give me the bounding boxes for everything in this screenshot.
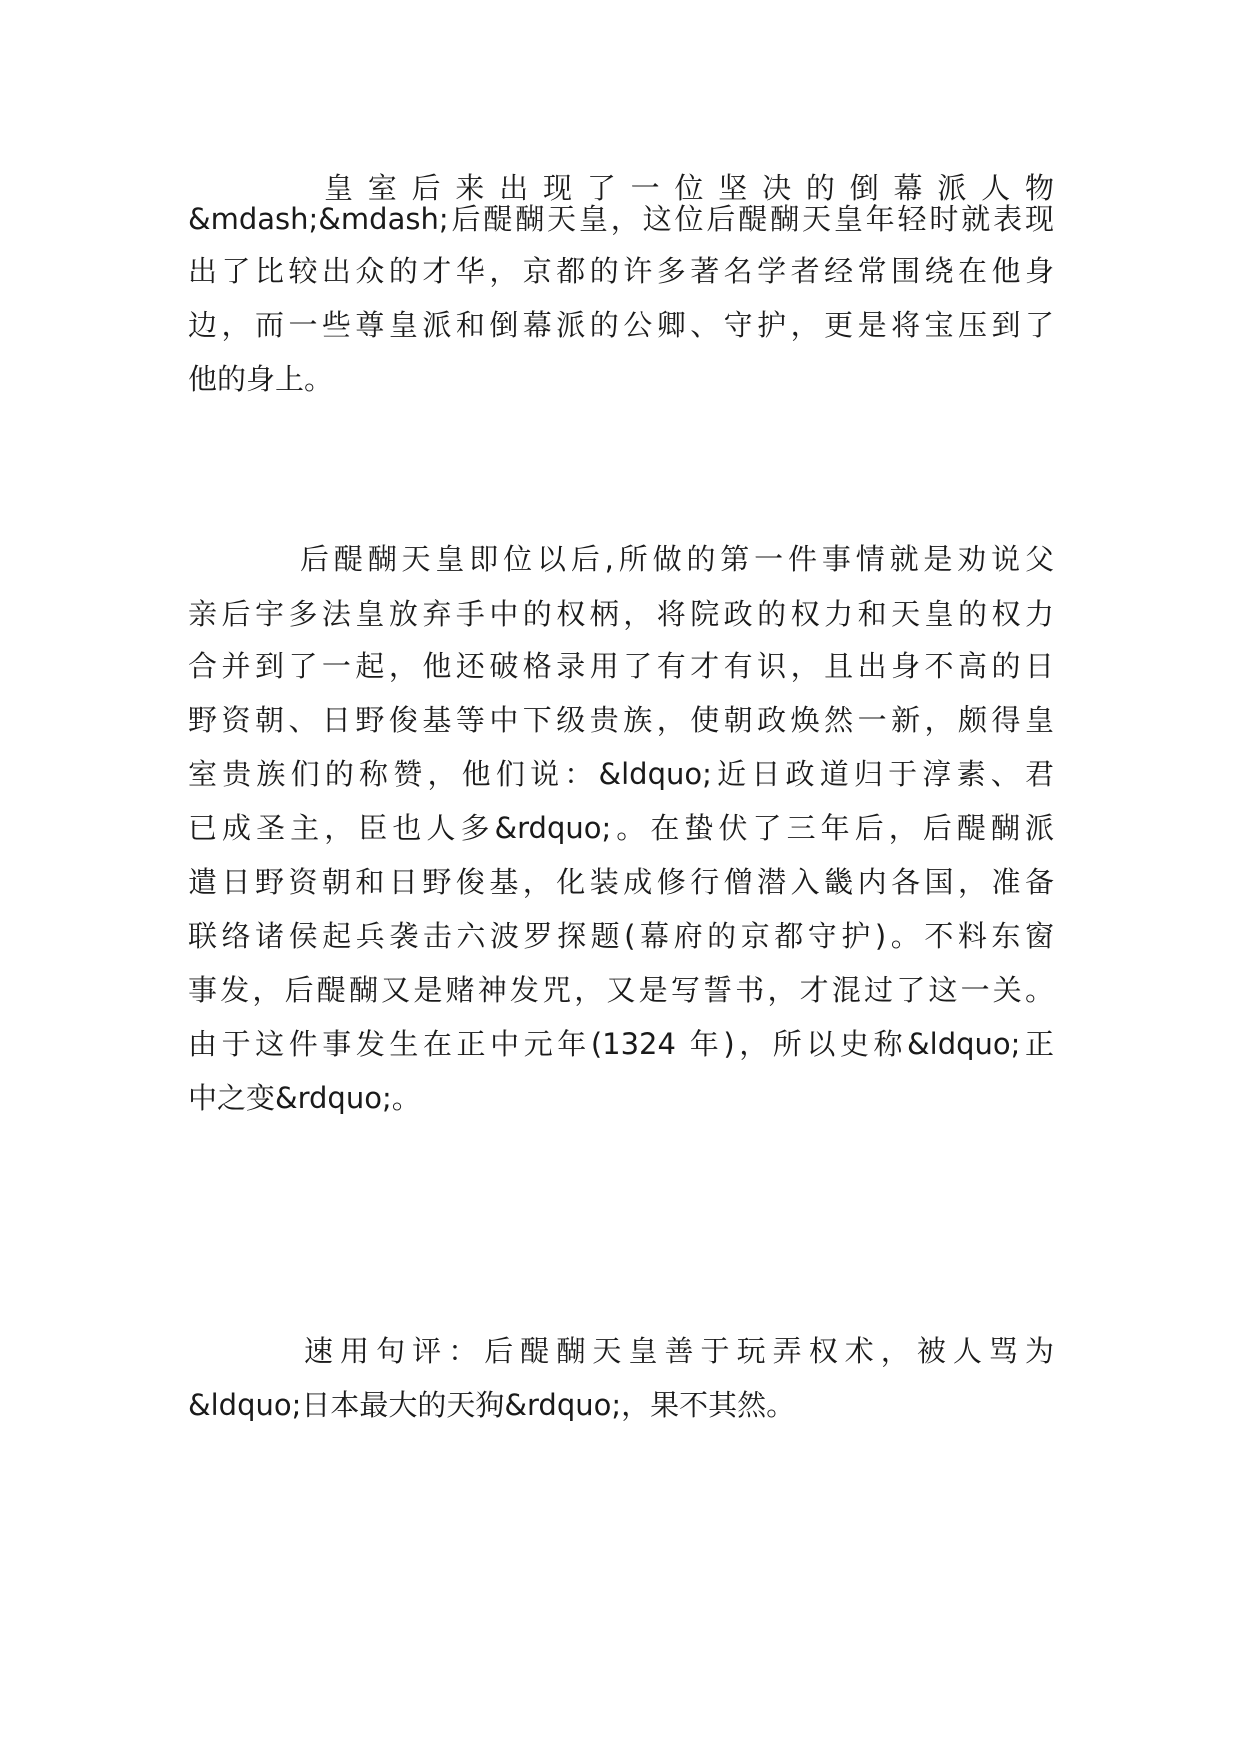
paragraph-line: 联络诸侯起兵袭击六波罗探题(幕府的京都守护)。不料东窗: [188, 919, 1054, 953]
paragraph-line: 出了比较出众的才华，京都的许多著名学者经常围绕在他身: [188, 254, 1054, 288]
paragraph-line: 中之变&rdquo;。: [188, 1081, 421, 1115]
paragraph-line: 皇室后来出现了一位坚决的倒幕派人物: [324, 171, 1054, 205]
paragraph-line: &mdash;&mdash;后醍醐天皇，这位后醍醐天皇年轻时就表现: [188, 202, 1054, 236]
paragraph-line: 遣日野资朝和日野俊基，化装成修行僧潜入畿内各国，准备: [188, 865, 1054, 899]
paragraph-line: &ldquo;日本最大的天狗&rdquo;，果不其然。: [188, 1388, 796, 1422]
paragraph-line: 他的身上。: [188, 362, 334, 396]
paragraph-line: 合并到了一起，他还破格录用了有才有识，且出身不高的日: [188, 649, 1054, 683]
paragraph-line: 室贵族们的称赞，他们说：&ldquo;近日政道归于淳素、君: [188, 757, 1054, 791]
paragraph-line: 后醍醐天皇即位以后,所做的第一件事情就是劝说父: [300, 542, 1054, 576]
paragraph-line: 速用句评：后醍醐天皇善于玩弄权术，被人骂为: [304, 1334, 1054, 1368]
paragraph-line: 边，而一些尊皇派和倒幕派的公卿、守护，更是将宝压到了: [188, 308, 1054, 342]
paragraph-line: 野资朝、日野俊基等中下级贵族，使朝政焕然一新，颇得皇: [188, 703, 1054, 737]
paragraph-line: 事发，后醍醐又是赌神发咒，又是写誓书，才混过了这一关。: [188, 973, 1054, 1007]
paragraph-line: 亲后宇多法皇放弃手中的权柄，将院政的权力和天皇的权力: [188, 597, 1054, 631]
paragraph-line: 已成圣主，臣也人多&rdquo;。在蛰伏了三年后，后醍醐派: [188, 811, 1054, 845]
paragraph-line: 由于这件事发生在正中元年(1324 年)，所以史称&ldquo;正: [188, 1027, 1054, 1061]
